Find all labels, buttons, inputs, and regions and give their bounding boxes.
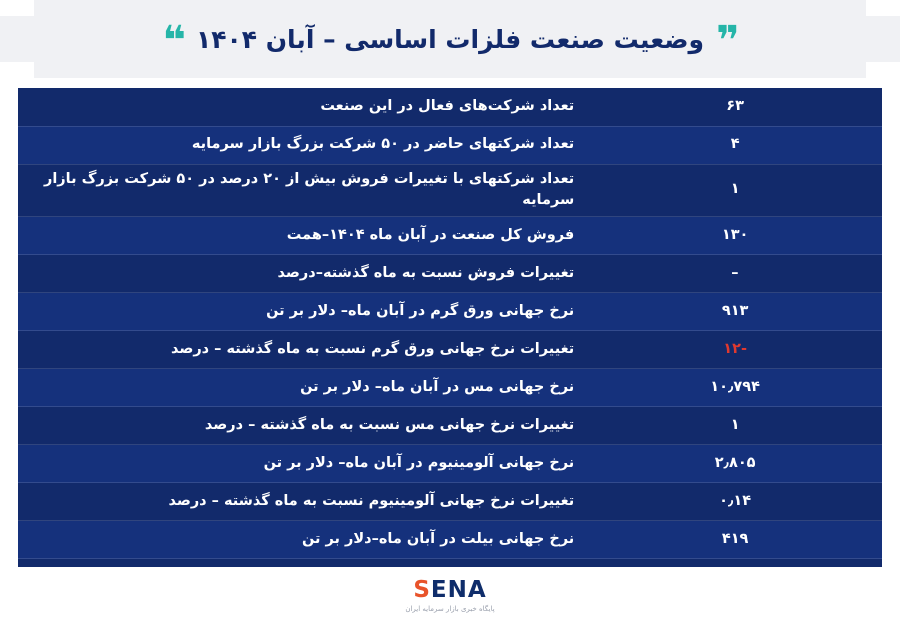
- metric-label: تغییرات فروش نسبت به ماه گذشته–درصد: [18, 255, 588, 293]
- metric-label: تغییرات نرخ جهانی مس نسبت به ماه گذشته – درصد: [18, 407, 588, 445]
- table-row: [18, 88, 882, 126]
- header-content: [162, 18, 738, 64]
- table-row: [18, 217, 882, 255]
- metrics-table-body: [18, 88, 882, 597]
- metric-value: ۱: [588, 164, 882, 217]
- metric-label: تغییرات نرخ جهانی آلومینیوم نسبت به ماه گذشته – درصد: [18, 483, 588, 521]
- metric-value: ۱۰٫۷۹۴: [588, 369, 882, 407]
- table-row: [18, 521, 882, 559]
- metric-value: –: [588, 255, 882, 293]
- metric-label: تعداد شرکتهای حاضر در ۵۰ شرکت بزرگ بازار سرمایه: [18, 126, 588, 164]
- logo-letter-s: S: [413, 577, 431, 603]
- metric-value: ۹۱۳: [588, 293, 882, 331]
- header-notch-top-right: [866, 0, 900, 16]
- metric-label: تغییرات نرخ جهانی ورق گرم نسبت به ماه گذشته – درصد: [18, 331, 588, 369]
- table-row: [18, 255, 882, 293]
- table-row: [18, 445, 882, 483]
- metric-label: تعداد شرکتهای با تغییرات فروش بیش از ۲۰ درصد در ۵۰ شرکت بزرگ بازار سرمایه: [18, 164, 588, 217]
- header-notch-bottom-left: [0, 62, 34, 78]
- metric-label: نرخ جهانی ورق گرم در آبان ماه– دلار بر تن: [18, 293, 588, 331]
- metric-value: ۱۳۰: [588, 217, 882, 255]
- table-row: [18, 293, 882, 331]
- metric-value: ۶۳: [588, 88, 882, 126]
- page-title: وضعیت صنعت فلزات اساسی – آبان ۱۴۰۴: [195, 24, 705, 54]
- metric-value: ۰٫۱۴: [588, 483, 882, 521]
- table-row: [18, 483, 882, 521]
- logo-letters-ena: ENA: [430, 577, 487, 603]
- quote-close-icon: ❝: [162, 18, 184, 64]
- data-table-wrapper: [0, 78, 900, 597]
- metric-value: ۴۱۹: [588, 521, 882, 559]
- table-row: [18, 126, 882, 164]
- table-row: [18, 407, 882, 445]
- table-row: [18, 164, 882, 217]
- sena-logo: [413, 577, 486, 603]
- metric-value: ۱: [588, 407, 882, 445]
- metric-label: نرخ جهانی بیلت در آبان ماه–دلار بر تن: [18, 521, 588, 559]
- metric-label: فروش کل صنعت در آبان ماه ۱۴۰۴–همت: [18, 217, 588, 255]
- table-row: [18, 369, 882, 407]
- header-band: [0, 0, 900, 78]
- metric-value: ۲٫۸۰۵: [588, 445, 882, 483]
- metric-value: ۴: [588, 126, 882, 164]
- table-row: [18, 331, 882, 369]
- quote-open-icon: ❞: [716, 18, 738, 64]
- logo-subtitle: پایگاه خبری بازار سرمایه ایران: [405, 605, 495, 613]
- metric-label: تعداد شرکت‌های فعال در این صنعت: [18, 88, 588, 126]
- footer: [0, 567, 900, 623]
- header-notch-bottom-right: [866, 62, 900, 78]
- metric-value: -۱۲: [588, 331, 882, 369]
- header-notch-top-left: [0, 0, 34, 16]
- metrics-table: [18, 88, 882, 597]
- metric-label: نرخ جهانی آلومینیوم در آبان ماه– دلار بر تن: [18, 445, 588, 483]
- metric-label: نرخ جهانی مس در آبان ماه– دلار بر تن: [18, 369, 588, 407]
